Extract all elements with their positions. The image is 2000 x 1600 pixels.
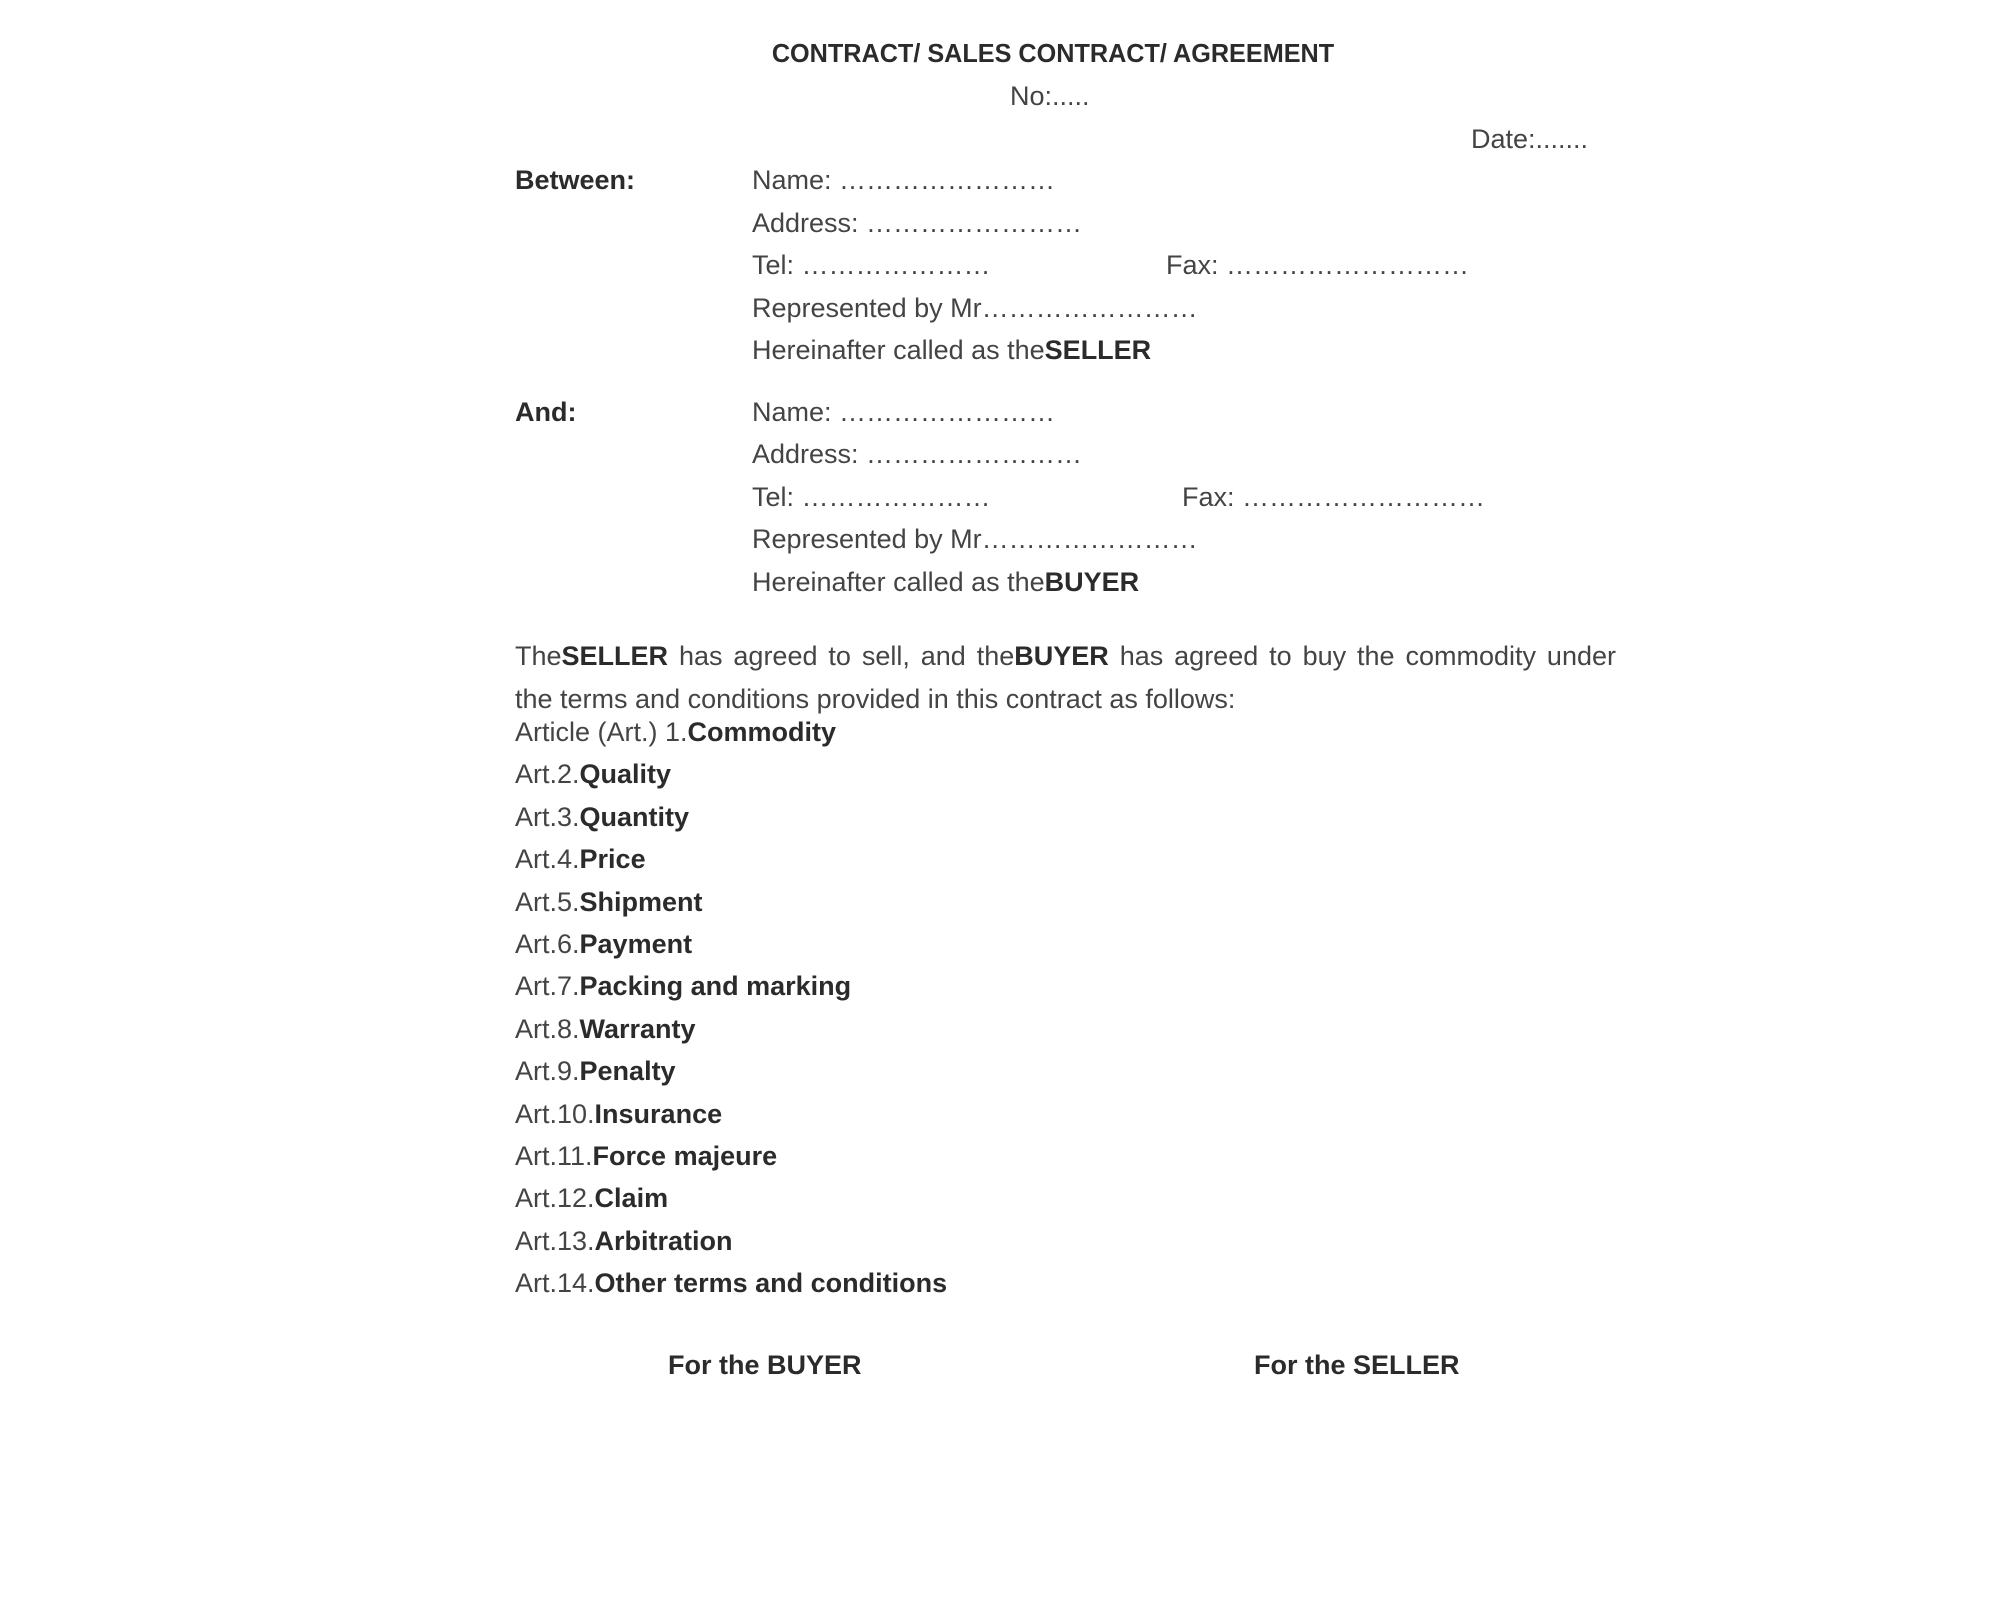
article-title: Quality	[579, 759, 672, 790]
article-title: Insurance	[594, 1098, 723, 1129]
article-number: Art.8.	[515, 1013, 580, 1044]
buyer-represented-field: Represented by Mr……………………	[752, 524, 1198, 554]
article-number: Article (Art.) 1.	[515, 717, 688, 747]
between-label: Between:	[515, 165, 636, 195]
article-number: Art.10.	[515, 1098, 595, 1129]
hereinafter-text: Hereinafter called as the	[752, 567, 1045, 597]
article-title: Arbitration	[594, 1225, 733, 1256]
document-title: CONTRACT/ SALES CONTRACT/ AGREEMENT	[771, 38, 1335, 68]
article-item	[515, 1225, 733, 1256]
contract-date: Date:.......	[1471, 124, 1589, 154]
article-item	[515, 846, 646, 873]
article-number: Art.6.	[515, 929, 580, 959]
article-item	[515, 1098, 723, 1129]
article-number: Art.12.	[515, 1183, 595, 1214]
article-title: Penalty	[579, 1056, 676, 1087]
article-item	[515, 719, 836, 746]
seller-address-field: Address: ……………………	[752, 208, 1083, 238]
article-number: Art.11.	[515, 1141, 593, 1171]
buyer-role: BUYER	[1044, 567, 1140, 597]
agreement-text: The	[515, 641, 562, 671]
agreement-text: has agreed to sell, and the	[668, 641, 1015, 671]
seller-name-field: Name: ……………………	[752, 165, 1056, 195]
contract-number: No:.....	[1010, 81, 1090, 111]
buyer-fax-field: Fax: ………………………	[1182, 482, 1486, 512]
article-title: Payment	[579, 929, 693, 959]
article-item	[515, 886, 703, 917]
article-item	[515, 931, 692, 958]
and-label: And:	[515, 397, 577, 427]
agreement-paragraph	[515, 635, 1616, 720]
seller-role: SELLER	[1044, 335, 1152, 365]
article-item	[515, 1270, 947, 1297]
article-number: Art.13.	[515, 1225, 595, 1256]
agreement-text: has agreed to buy the commodity under the terms and conditions provided in this contract as follows:	[515, 641, 1616, 714]
article-item	[515, 1143, 777, 1170]
article-number: Art.2.	[515, 759, 580, 790]
seller-hereinafter	[752, 337, 1151, 364]
article-number: Art.4.	[515, 844, 580, 875]
article-title: Commodity	[687, 717, 837, 747]
article-item	[515, 1185, 668, 1212]
seller-represented-field: Represented by Mr……………………	[752, 293, 1198, 323]
article-item	[515, 973, 851, 1000]
article-title: Other terms and conditions	[594, 1268, 948, 1299]
article-title: Warranty	[579, 1013, 696, 1044]
seller-tel-field: Tel: …………………	[752, 250, 991, 280]
article-item	[515, 1058, 676, 1085]
article-number: Art.3.	[515, 801, 580, 832]
agreement-seller: SELLER	[561, 641, 669, 671]
article-number: Art.14.	[515, 1268, 595, 1299]
article-title: Quantity	[579, 801, 690, 832]
seller-fax-field: Fax: ………………………	[1166, 250, 1470, 280]
hereinafter-text: Hereinafter called as the	[752, 335, 1045, 365]
article-title: Packing and marking	[579, 971, 852, 1002]
article-title: Price	[579, 844, 646, 875]
seller-signature-label: For the SELLER	[1254, 1350, 1460, 1380]
article-number: Art.5.	[515, 886, 580, 917]
article-number: Art.7.	[515, 971, 580, 1002]
agreement-buyer: BUYER	[1014, 641, 1109, 671]
article-item	[515, 801, 690, 832]
article-title: Shipment	[579, 886, 703, 917]
buyer-signature-label: For the BUYER	[668, 1350, 862, 1380]
buyer-tel-field: Tel: …………………	[752, 482, 991, 512]
article-title: Force majeure	[592, 1141, 778, 1171]
buyer-hereinafter	[752, 569, 1139, 596]
article-item	[515, 1013, 696, 1044]
buyer-address-field: Address: ……………………	[752, 439, 1083, 469]
article-title: Claim	[594, 1183, 669, 1214]
article-item	[515, 761, 671, 788]
buyer-name-field: Name: ……………………	[752, 397, 1056, 427]
article-number: Art.9.	[515, 1056, 580, 1087]
